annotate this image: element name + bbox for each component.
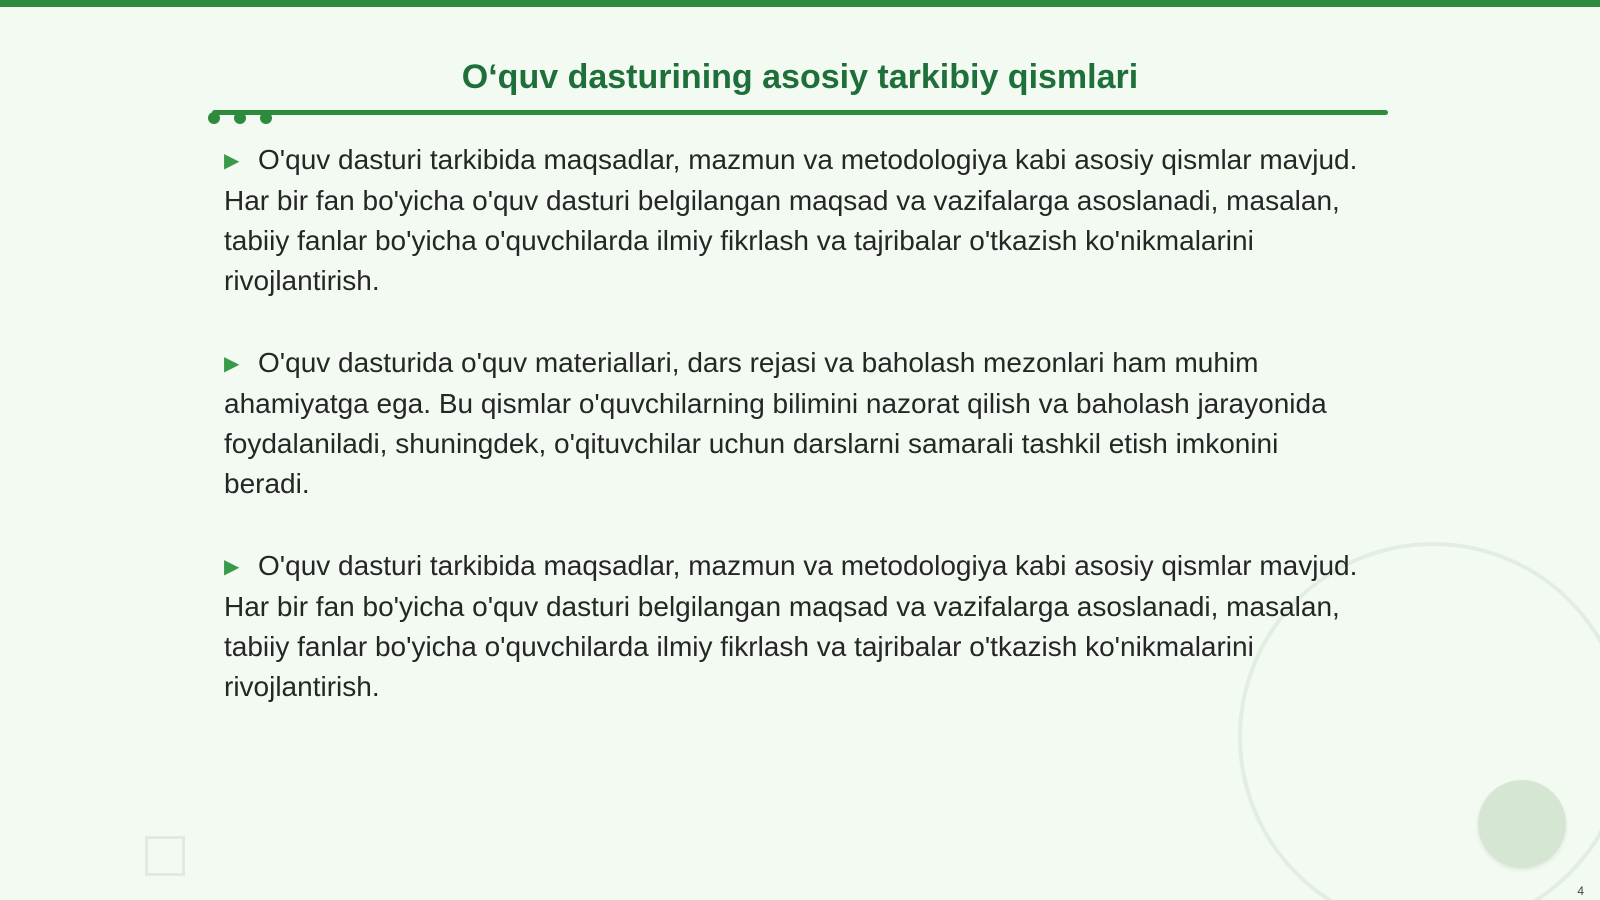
bullet-list — [224, 140, 1364, 749]
top-accent-bar — [0, 0, 1600, 7]
decorative-square — [145, 836, 185, 876]
underline-dot-1 — [208, 112, 220, 124]
bullet-triangle-icon: ▶ — [224, 556, 240, 578]
paragraph-text: O'quv dasturi tarkibida maqsadlar, mazmun va metodologiya kabi asosiy qismlar mavjud. Har bir fan bo'yicha o'quv dasturi belgilangan maqsad va vazifalarga asoslanadi, masalan, tabiiy fanlar bo'yicha o'quvchilarda ilmiy fikrlash va tajribalar o'tkazish ko'nikmalarini rivojlantirish. — [224, 550, 1358, 702]
underline-dot-3 — [260, 112, 272, 124]
bullet-triangle-icon: ▶ — [224, 150, 240, 172]
page-number: 4 — [1577, 884, 1584, 898]
slide-title: O‘quv dasturining asosiy tarkibiy qismlari — [461, 58, 1139, 96]
paragraph-text: O'quv dasturi tarkibida maqsadlar, mazmun va metodologiya kabi asosiy qismlar mavjud. Har bir fan bo'yicha o'quv dasturi belgilangan maqsad va vazifalarga asoslanadi, masalan, tabiiy fanlar bo'yicha o'quvchilarda ilmiy fikrlash va tajribalar o'tkazish ko'nikmalarini rivojlantirish. — [224, 144, 1358, 296]
bullet-paragraph-2 — [224, 343, 1364, 504]
paragraph-text: O'quv dasturida o'quv materiallari, dars rejasi va baholash mezonlari ham muhim ahamiyatga ega. Bu qismlar o'quvchilarning bilimini nazorat qilish va baholash jarayonida foydalaniladi, shuningdek, o'qituvchilar uchun darslarni samarali tashkil etish imkonini beradi. — [224, 347, 1327, 499]
bullet-paragraph-3 — [224, 546, 1364, 707]
bullet-paragraph-1 — [224, 140, 1364, 301]
title-underline — [212, 110, 1388, 115]
decorative-disc — [1478, 780, 1566, 868]
underline-dot-2 — [234, 112, 246, 124]
bullet-triangle-icon: ▶ — [224, 353, 240, 375]
